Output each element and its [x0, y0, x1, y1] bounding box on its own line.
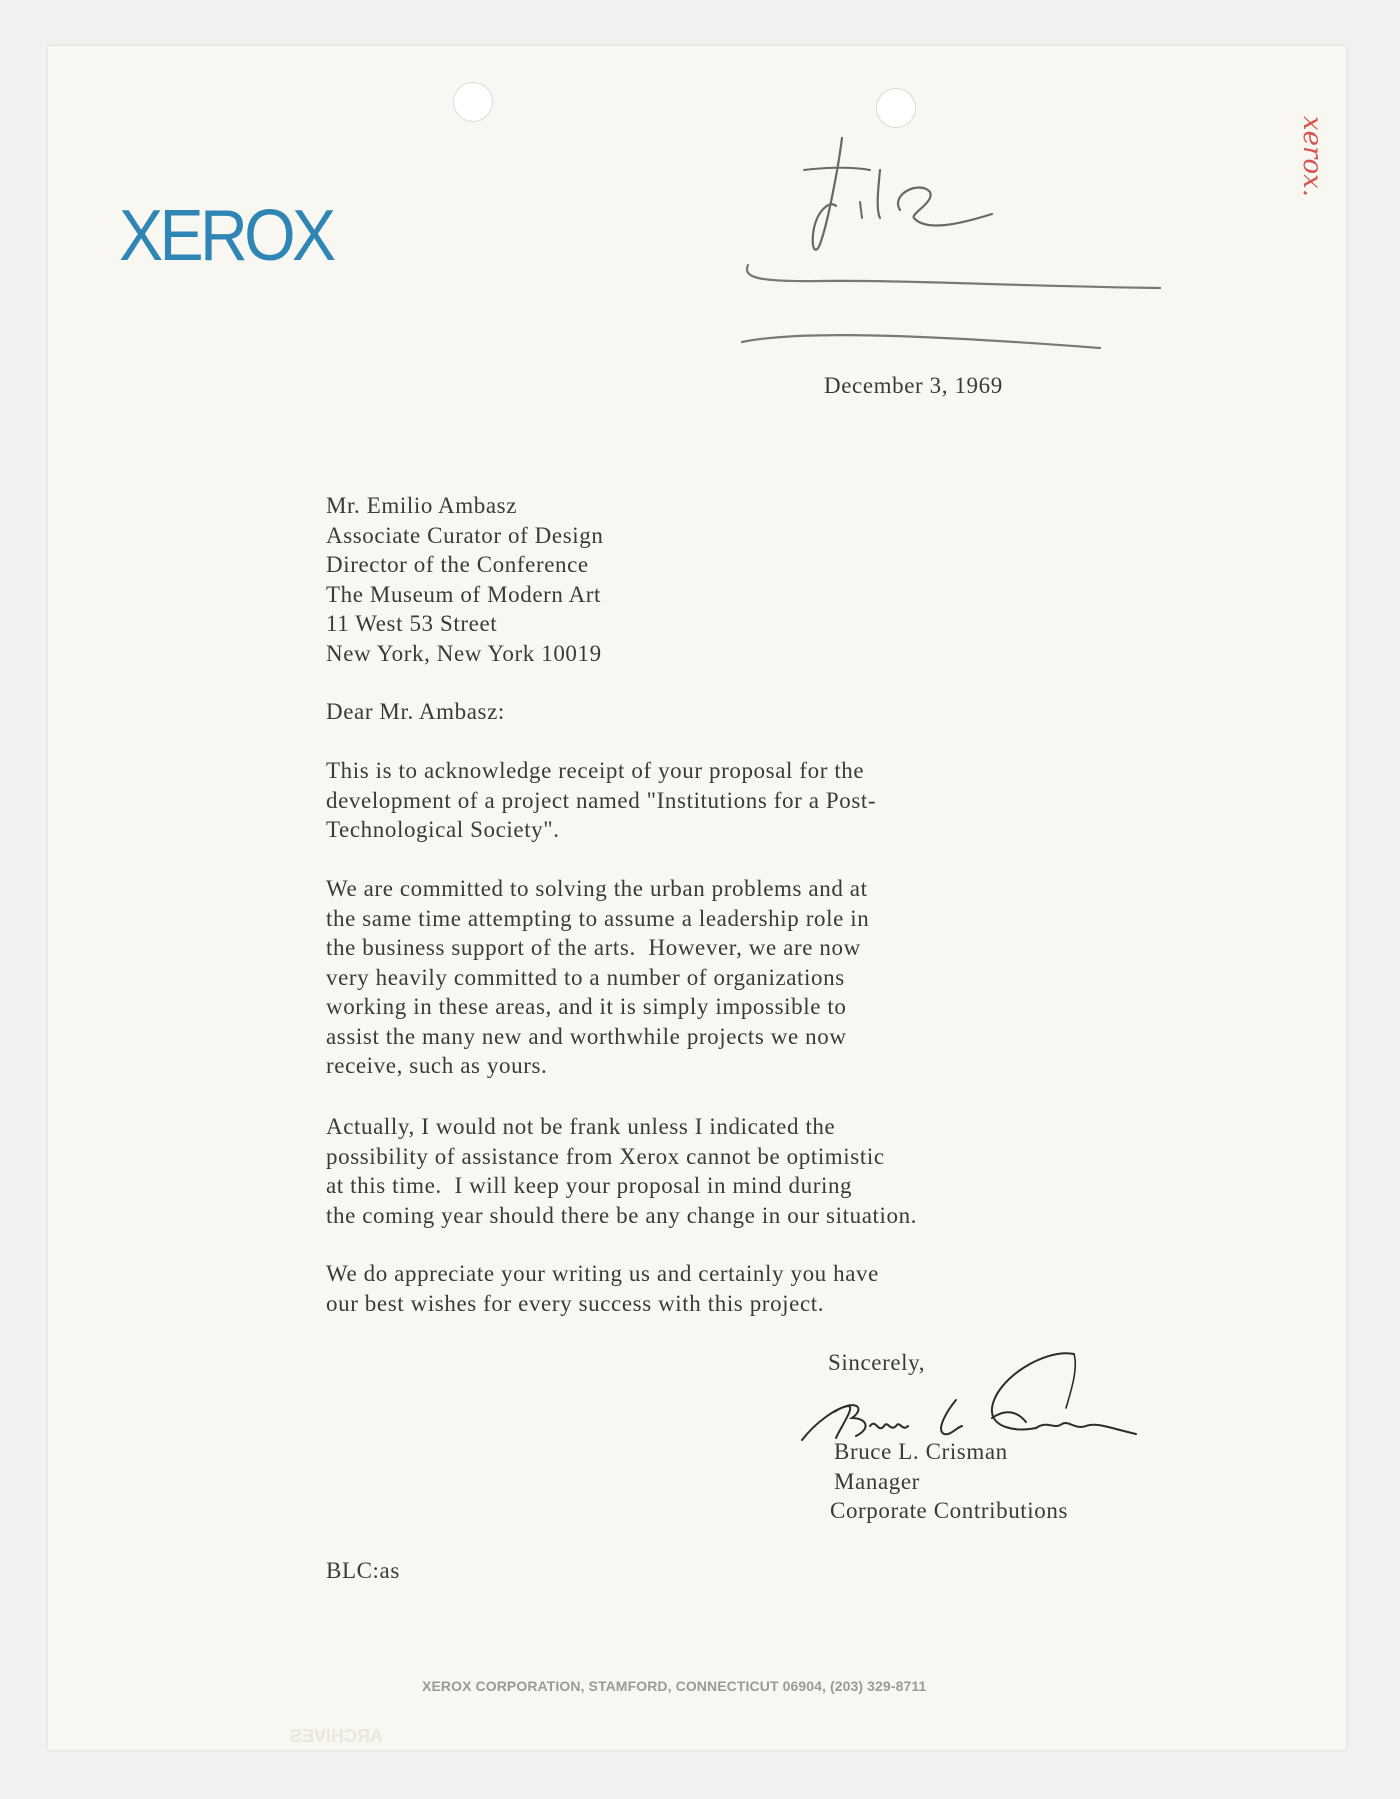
signer-title: Manager — [834, 1468, 920, 1494]
body-paragraph-1 — [326, 756, 876, 845]
body-line: development of a project named "Institutions for a Post- — [326, 787, 877, 813]
body-line: possibility of assistance from Xerox cannot be optimistic — [326, 1143, 885, 1169]
body-line: Technological Society". — [326, 817, 560, 842]
recipient-line: Mr. Emilio Ambasz — [326, 493, 517, 518]
body-line: Actually, I would not be frank unless I indicated the — [326, 1114, 836, 1139]
signer-name: Bruce L. Crisman — [834, 1439, 1008, 1464]
punch-hole-left — [453, 82, 493, 122]
body-paragraph-2 — [326, 874, 869, 1081]
recipient-line: Director of the Conference — [326, 552, 589, 577]
svg-text:xerox.: xerox. — [1297, 116, 1327, 198]
body-line: very heavily committed to a number of organizations — [326, 964, 845, 990]
typist-initials: BLC:as — [326, 1558, 400, 1583]
body-line: receive, such as yours. — [326, 1053, 548, 1078]
closing: Sincerely, — [828, 1350, 926, 1375]
body-line: This is to acknowledge receipt of your proposal for the — [326, 758, 865, 783]
body-paragraph-3 — [326, 1112, 917, 1230]
recipient-line: The Museum of Modern Art — [326, 581, 602, 607]
body-line: the same time attempting to assume a leadership role in — [326, 905, 870, 931]
body-line: the business support of the arts. However, we are now — [326, 935, 861, 960]
body-paragraph-4 — [326, 1259, 879, 1318]
body-line: the coming year should there be any change in our situation. — [326, 1202, 918, 1228]
recipient-line: 11 West 53 Street — [326, 611, 498, 636]
body-line: assist the many new and worthwhile projects we now — [326, 1023, 847, 1049]
recipient-address — [326, 491, 603, 668]
ghost-stamp: ARCHIVES — [290, 1726, 384, 1746]
body-line: our best wishes for every success with this project. — [326, 1290, 825, 1316]
signature-block — [830, 1437, 1069, 1526]
punch-hole-right — [876, 88, 916, 128]
salutation: Dear Mr. Ambasz: — [326, 699, 505, 724]
recipient-line: Associate Curator of Design — [326, 522, 604, 548]
letterhead-footer: XEROX CORPORATION, STAMFORD, CONNECTICUT 06904, (203) 329-8711 — [422, 1678, 927, 1694]
body-line: working in these areas, and it is simply impossible to — [326, 994, 847, 1019]
body-line: We do appreciate your writing us and certainly you have — [326, 1261, 879, 1286]
body-line: We are committed to solving the urban problems and at — [326, 876, 868, 901]
xerox-logo: XEROX — [119, 196, 333, 276]
recipient-line: New York, New York 10019 — [326, 640, 602, 666]
signer-department: Corporate Contributions — [830, 1498, 1069, 1523]
date-line: December 3, 1969 — [824, 373, 1003, 398]
body-line: at this time. I will keep your proposal in mind during — [326, 1173, 853, 1198]
